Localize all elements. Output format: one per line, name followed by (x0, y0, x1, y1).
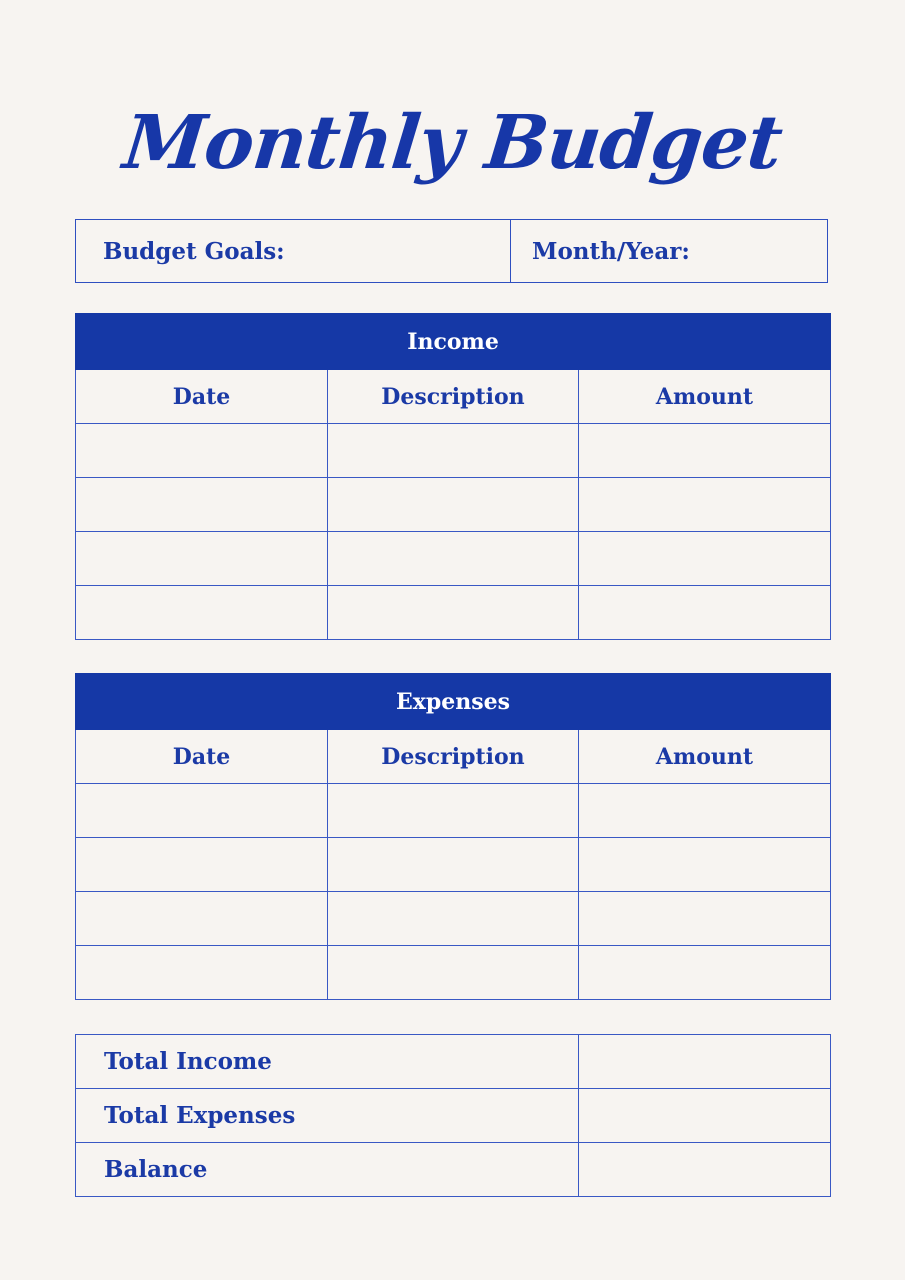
income-amount-cell[interactable] (579, 586, 831, 640)
expense-amount-cell[interactable] (579, 784, 831, 838)
income-amount-cell[interactable] (579, 532, 831, 586)
table-row (76, 532, 831, 586)
table-row (76, 838, 831, 892)
expense-description-cell[interactable] (328, 784, 579, 838)
table-row (76, 1035, 831, 1089)
table-row (76, 1143, 831, 1197)
table-row (76, 586, 831, 640)
income-description-cell[interactable] (328, 424, 579, 478)
income-description-cell[interactable] (328, 478, 579, 532)
expense-amount-cell[interactable] (579, 892, 831, 946)
budget-header-box (75, 219, 828, 283)
income-table (75, 313, 831, 640)
expense-description-cell[interactable] (328, 892, 579, 946)
table-row (76, 892, 831, 946)
balance-value[interactable] (579, 1143, 831, 1197)
income-amount-cell[interactable] (579, 424, 831, 478)
income-description-cell[interactable] (328, 586, 579, 640)
total-income-value[interactable] (579, 1035, 831, 1089)
total-expenses-value[interactable] (579, 1089, 831, 1143)
income-col-date: Date (76, 370, 328, 424)
table-row (76, 784, 831, 838)
expense-amount-cell[interactable] (579, 946, 831, 1000)
budget-goals-field[interactable] (76, 220, 511, 282)
summary-table (75, 1034, 831, 1197)
income-amount-cell[interactable] (579, 478, 831, 532)
table-row (76, 1089, 831, 1143)
budget-goals-label: Budget Goals: (103, 237, 285, 265)
income-col-description: Description (328, 370, 579, 424)
month-year-field[interactable] (511, 220, 827, 282)
income-date-cell[interactable] (76, 586, 328, 640)
expense-date-cell[interactable] (76, 946, 328, 1000)
income-date-cell[interactable] (76, 424, 328, 478)
table-row (76, 424, 831, 478)
income-date-cell[interactable] (76, 478, 328, 532)
expense-amount-cell[interactable] (579, 838, 831, 892)
expenses-col-date: Date (76, 730, 328, 784)
expense-description-cell[interactable] (328, 838, 579, 892)
expense-date-cell[interactable] (76, 892, 328, 946)
month-year-label: Month/Year: (532, 237, 690, 265)
expenses-col-amount: Amount (579, 730, 831, 784)
page-title: Monthly Budget (119, 100, 786, 186)
expense-description-cell[interactable] (328, 946, 579, 1000)
expenses-section-title: Expenses (76, 674, 831, 730)
balance-label: Balance (76, 1143, 579, 1197)
total-income-label: Total Income (76, 1035, 579, 1089)
income-date-cell[interactable] (76, 532, 328, 586)
expenses-col-description: Description (328, 730, 579, 784)
income-description-cell[interactable] (328, 532, 579, 586)
total-expenses-label: Total Expenses (76, 1089, 579, 1143)
expenses-table (75, 673, 831, 1000)
table-row (76, 946, 831, 1000)
income-section-title: Income (76, 314, 831, 370)
expense-date-cell[interactable] (76, 784, 328, 838)
table-row (76, 478, 831, 532)
expense-date-cell[interactable] (76, 838, 328, 892)
income-col-amount: Amount (579, 370, 831, 424)
